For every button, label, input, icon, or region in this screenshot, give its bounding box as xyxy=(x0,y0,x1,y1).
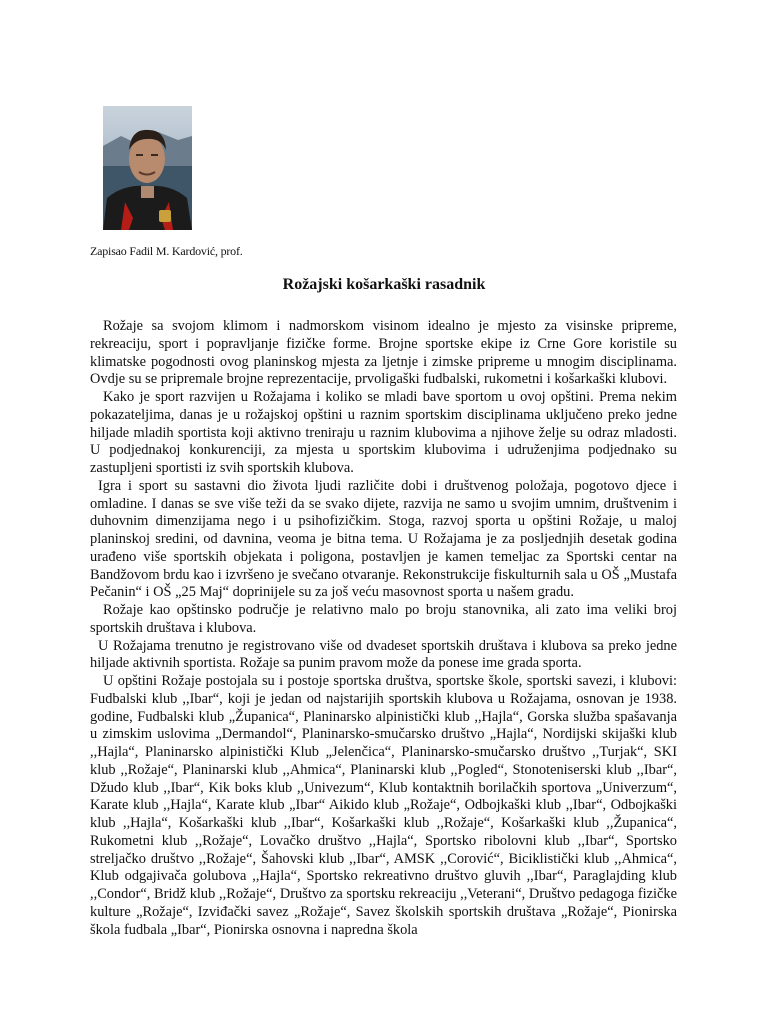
article-body xyxy=(90,318,677,939)
article-title: Rožajski košarkaški rasadnik xyxy=(282,276,486,293)
paragraph: Kako je sport razvijen u Rožajama i koliko se mladi bave sportom u ovoj opštini. Prema nekim pokazateljima, danas je u rožajskoj opštini u raznim sportskim disciplinama uključeno preko jedne hiljade mladih sportista koji aktivno treniraju u raznim klubovima a njihove želje su odraz mladosti. U podjednakoj konkurenciji, za mjesta u sportskim klubovima i udruženjima podjednako su zastupljeni sportisti iz svih sportskih klubova. xyxy=(90,389,677,476)
paragraph: U opštini Rožaje postojala su i postoje sportska društva, sportske škole, sportski savezi, i klubovi: Fudbalski klub ,,Ibar“, koji je jedan od najstarijih sportskih klubova u Rožajama, osnovan je 1938. godine, Fudbalski klub „Županica“, Planinarsko alpinistički klub ,,Hajla“, Gorska služba spašavanja u zimskim uslovima „Dermandol“, Planinarsko-smučarsko društvo „Hajla“, Nordijski skijaški klub ,,Hajla“, Planinarsko alpinistički Klub „Jelenčica“, Planinarsko-smučarsko društvo ,,Turjak“, SKI klub ,,Rožaje“, Planinarski klub ,,Ahmica“, Planinarski klub ,,Pogled“, Stonoteniserski klub ,,Ibar“, Džudo klub ,,Ibar“, Kik boks klub ,,Univezum“, Klub kontaktnih borilačkih sportova „Univerzum“, Karate klub ,,Hajla“, Karate klub „Ibar“ Aikido klub „Rožaje“, Odbojkaški klub ,,Ibar“, Odbojkaški klub ,,Hajla“, Košarkaški klub ,,Ibar“, Košarkaški klub ,,Rožaje“, Košarkaški klub ,,Županica“, Rukometni klub ,,Rožaje“, Lovačko društvo ,,Hajla“, Sportsko ribolovni klub ,,Ibar“, Sportsko streljačko društvo ,,Rožaje“, Šahovski klub ,,Ibar“, AMSK ,,Corović“, Biciklistički klub ,,Ahmica“, Klub odgajivača golubova ,,Hajla“, Sportsko rekreativno društvo gluvih ,,Ibar“, Paraglajding klub ,,Condor“, Bridž klub ,,Rožaje“, Društvo za sportsku rekreaciju ,,Veterani“, Društvo pedagoga fizičke kulture „Rožaje“, Izviđački savez „Rožaje“, Savez školskih sportskih društava „Rožaje“, Pionirska škola fudbala „Ibar“, Pionirska osnovna i napredna škola xyxy=(90,673,677,938)
paragraph: U Rožajama trenutno je registrovano više od dvadeset sportskih društava i klubova sa preko jedne hiljade aktivnih sportista. Rožaje sa punim pravom može da ponese ime grada sporta. xyxy=(90,637,677,672)
author-portrait-image xyxy=(103,106,192,230)
paragraph: Rožaje kao opštinsko područje je relativno malo po broju stanovnika, ali zato ima veliki broj sportskih društava i klubova. xyxy=(90,602,677,636)
author-caption: Zapisao Fadil M. Kardović, prof. xyxy=(90,244,243,258)
author-photo xyxy=(103,106,192,230)
paragraph: Igra i sport su sastavni dio života ljudi različite dobi i društvenog položaja, pogotovo djece i omladine. I danas se sve više teži da se svako dijete, razvija ne samo u svojim umnim, društvenim i duhovnim dimenzijama nego i u psihofizičkim. Stoga, razvoj sporta u opštini Rožaje, u maloj planinskoj sredini, od davnina, veoma je bitna tema. U Rožajama je za posljednjih desetak godina urađeno više sportskih objekata i poligona, postavljen je kamen temeljac za Sportski centar na Bandžovom brdu kao i izvršeno je svečano otvaranje. Rekonstrukcije fiskulturnih sala u OŠ „Mustafa Pečanin“ i OŠ „25 Maj“ doprinijele su za još veću masovnost sporta u našem gradu. xyxy=(90,477,677,601)
paragraph: Rožaje sa svojom klimom i nadmorskom visinom idealno je mjesto za visinske pripreme, rekreaciju, sport i popravljanje fizičke forme. Brojne sportske ekipe iz Crne Gore koristile su klimatske pogodnosti ovog planinskog mjesta za ljetnje i zimske pripreme u mnogim disciplinama. Ovdje su se pripremale brojne reprezentacije, prvoligaški fudbalski, rukometni i košarkaški klubovi. xyxy=(90,318,677,388)
